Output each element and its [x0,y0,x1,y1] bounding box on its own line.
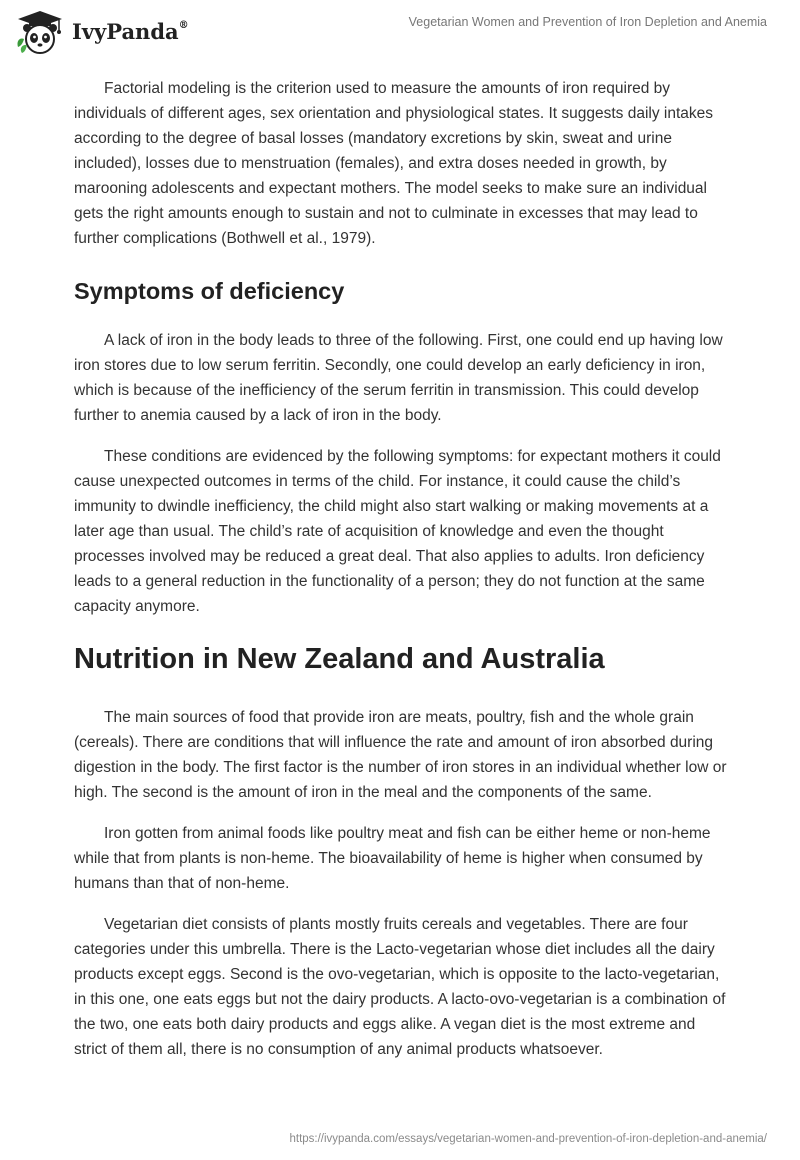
paragraph-symptoms: These conditions are evidenced by the following symptoms: for expectant mothers it could cause unexpected outcomes in terms of the child. For instance, it could cause the child’s immunity to dwindle inefficiency, the child might also start walking or making movements at a later age than usual. The child’s rate of acquisition of knowledge and even the thought processes involved may be reduced a great deal. That also applies to adults. Iron deficiency leads to a general reduction in the functionality of a person; they do not function at the same capacity anymore. [74,448,721,615]
paragraph-factorial-modeling: Factorial modeling is the criterion used to measure the amounts of iron required by individuals of different ages, sex orientation and physiological states. It suggests daily intakes according to the degree of basal losses (mandatory excretions by skin, sweat and urine included), losses due to menstruation (females), and extra doses needed in growth, by marooning adolescents and expectant mothers. The model seeks to make sure an individual gets the right amounts enough to sustain and not to culminate in excesses that may lead to further complications (Bothwell et al., 1979). [74,80,714,247]
ivypanda-logo[interactable] [14,9,189,55]
source-url[interactable]: https://ivypanda.com/essays/vegetarian-women-and-prevention-of-iron-depletion-and-anemia/ [289,1133,767,1145]
article-body [74,76,730,1062]
paragraph-heme-iron: Iron gotten from animal foods like poultry meat and fish can be either heme or non-heme while that from plants is non-heme. The bioavailability of heme is higher when consumed by humans than that of non-heme. [74,825,711,892]
document-title: Vegetarian Women and Prevention of Iron Depletion and Anemia [408,15,767,29]
paragraph-food-sources: The main sources of food that provide iron are meats, poultry, fish and the whole grain (cereals). There are conditions that will influence the rate and amount of iron absorbed during digestion in the body. The first factor is the number of iron stores in an individual whether low or high. The second is the amount of iron in the meal and the components of the same. [74,709,727,801]
paragraph-vegetarian-diet: Vegetarian diet consists of plants mostly fruits cereals and vegetables. There are four categories under this umbrella. There is the Lacto-vegetarian whose diet includes all the dairy products except eggs. Second is the ovo-vegetarian, which is opposite to the lacto-vegetarian, in this one, one eats eggs but not the dairy products. A lacto-ovo-vegetarian is a combination of the two, one eats both dairy products and eggs alike. A vegan diet is the most extreme and strict of them all, there is no consumption of any animal products whatsoever. [74,916,726,1058]
heading-symptoms-of-deficiency: Symptoms of deficiency [74,278,345,304]
heading-nutrition-nz-australia: Nutrition in New Zealand and Australia [74,643,605,675]
page-header [0,0,800,60]
paragraph-iron-lack: A lack of iron in the body leads to three of the following. First, one could end up having low iron stores due to low serum ferritin. Secondly, one could develop an early deficiency in iron, which is because of the inefficiency of the serum ferritin in transmission. This could develop further to anemia caused by a lack of iron in the body. [74,332,723,424]
brand-name: IvyPanda® [72,18,189,44]
registered-mark: ® [178,19,189,31]
panda-graduation-cap-icon [14,9,66,55]
